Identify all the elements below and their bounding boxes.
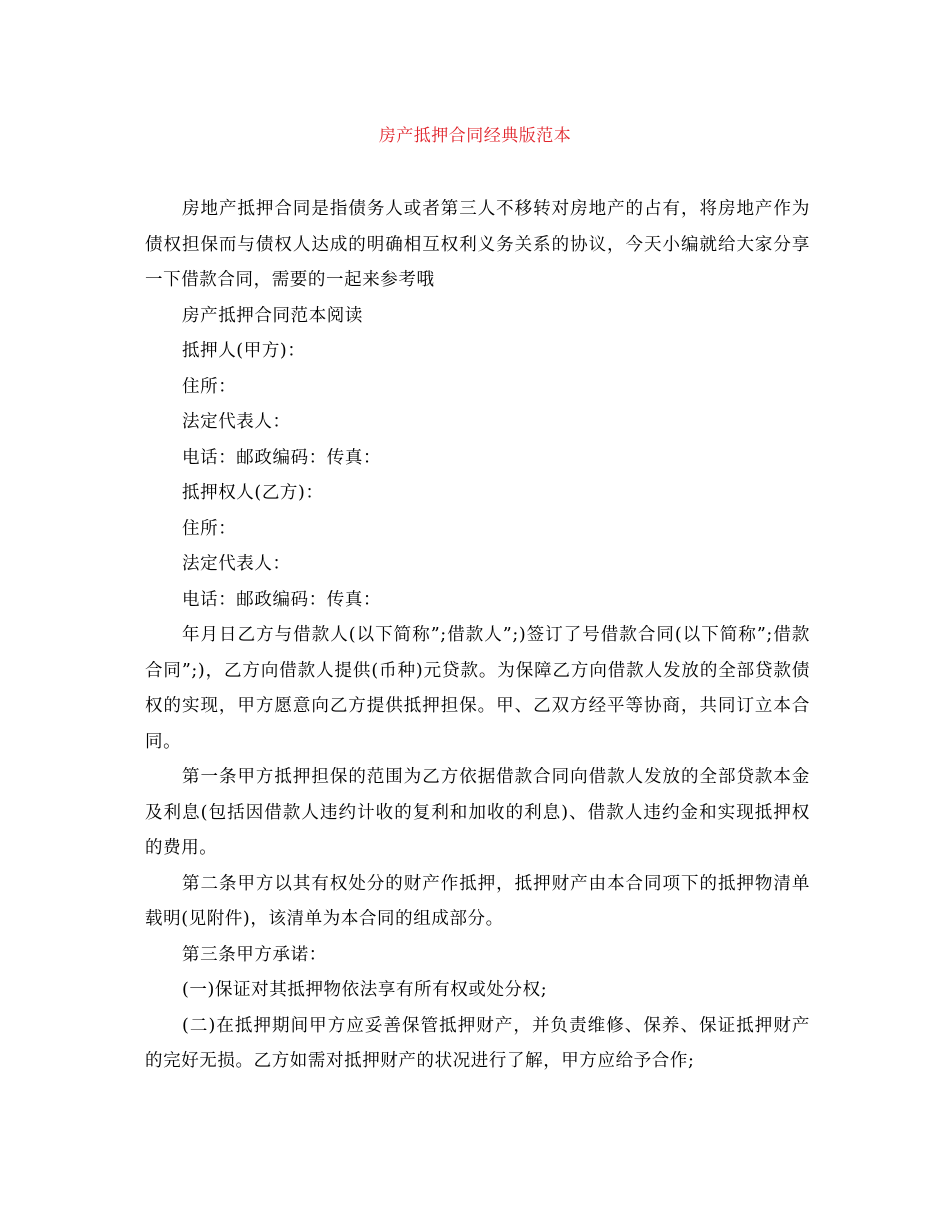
paragraph-article-3: 第三条甲方承诺：: [182, 944, 327, 965]
paragraph-article-3-item-2: (二)在抵押期间甲方应妥善保管抵押财产，并负责维修、保养、保证抵押财产的完好无损。乙方如需对抵押财产的状况进行了解，甲方应给予合作;: [145, 1015, 810, 1071]
paragraph-mortgagee: 抵押权人(乙方)：: [182, 483, 324, 503]
paragraph-article-3-item-1: (一)保证对其抵押物依法享有所有权或处分权;: [182, 980, 548, 1000]
paragraph-article-2: 第二条甲方以其有权处分的财产作抵押，抵押财产由本合同项下的抵押物清单载明(见附件)，该清单为本合同的组成部分。: [145, 873, 810, 929]
paragraph-mortgagee-address: 住所：: [182, 518, 237, 539]
paragraph-heading: 房产抵押合同范本阅读: [182, 305, 363, 326]
paragraph-article-1: 第一条甲方抵押担保的范围为乙方依据借款合同向借款人发放的全部贷款本金及利息(包括因借款人违约计收的复利和加收的利息)、借款人违约金和实现抵押权的费用。: [145, 767, 810, 858]
paragraph-mortgagor: 抵押人(甲方)：: [182, 341, 306, 361]
paragraph-mortgagee-representative: 法定代表人：: [182, 554, 291, 574]
paragraph-intro: 房地产抵押合同是指债务人或者第三人不移转对房地产的占有，将房地产作为债权担保而与债权人达成的明确相互权利义务关系的协议，今天小编就给大家分享一下借款合同，需要的一起来参考哦: [145, 199, 810, 290]
document-title: 房产抵押合同经典版范本: [378, 126, 572, 146]
paragraph-mortgagee-contact: 电话：邮政编码：传真：: [182, 589, 382, 610]
paragraph-mortgagor-address: 住所：: [182, 376, 237, 397]
document-body: [145, 192, 810, 1080]
paragraph-mortgagor-representative: 法定代表人：: [182, 412, 291, 432]
paragraph-preamble: 年月日乙方与借款人(以下简称”;借款人”;)签订了号借款合同(以下简称”;借款合同”;)，乙方向借款人提供(币种)元贷款。为保障乙方向借款人发放的全部贷款债权的实现，甲方愿意向乙方提供抵押担保。甲、乙双方经平等协商，共同订立本合同。: [145, 625, 810, 752]
paragraph-mortgagor-contact: 电话：邮政编码：传真：: [182, 447, 382, 468]
